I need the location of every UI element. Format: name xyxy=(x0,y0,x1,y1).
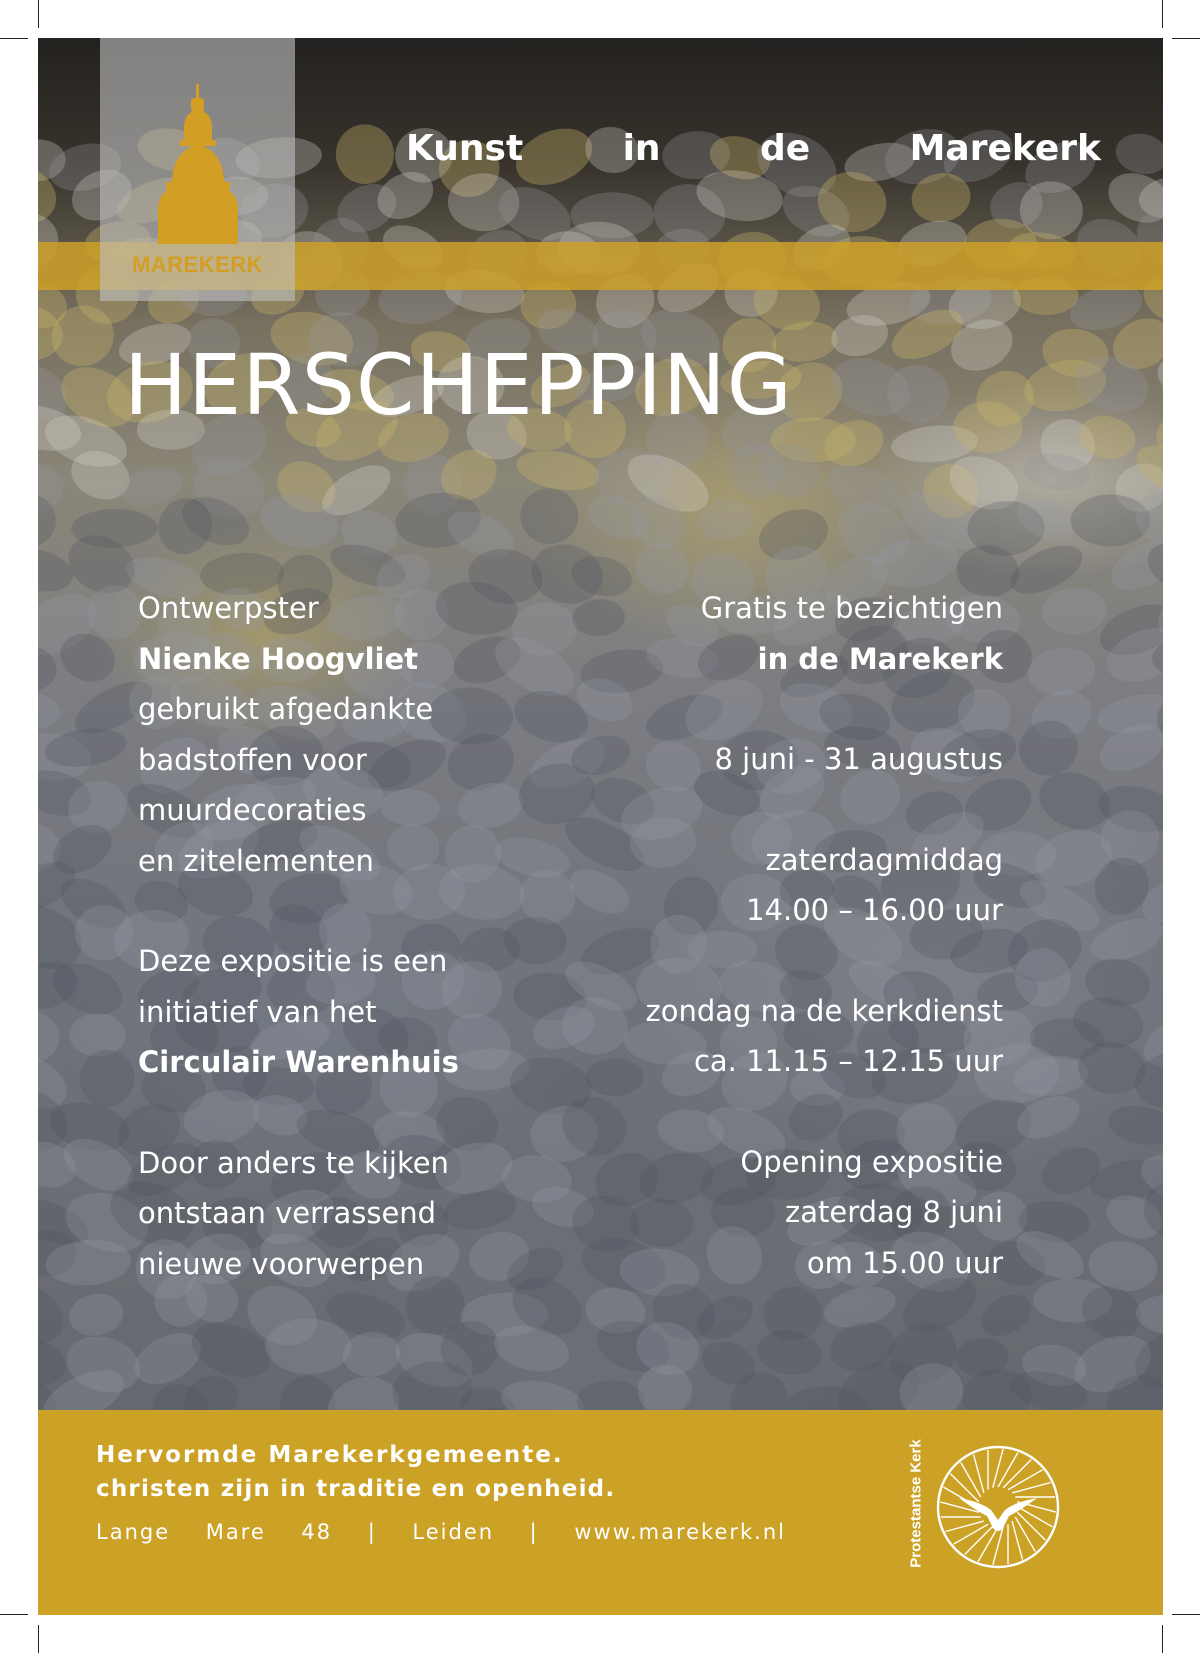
exhibition-title: HERSCHEPPING xyxy=(124,336,793,434)
text-line: Deze expositie is een xyxy=(138,944,448,978)
address-part: 48 xyxy=(301,1520,333,1544)
crop-mark xyxy=(1162,1625,1163,1653)
address-line xyxy=(96,1520,786,1544)
designer-name: Nienke Hoogvliet xyxy=(138,641,418,676)
organizer-name: Circulair Warenhuis xyxy=(138,1045,459,1079)
crop-mark xyxy=(0,38,28,39)
crop-mark xyxy=(1162,0,1163,28)
logo-wordmark: MAREKERK xyxy=(131,252,264,277)
text-line: muurdecoraties xyxy=(138,793,367,827)
address-part: Leiden xyxy=(412,1520,495,1544)
footer xyxy=(38,1410,1163,1615)
crop-mark xyxy=(38,1625,39,1653)
schedule-column xyxy=(543,583,1003,1288)
text-line: Door anders te kijken xyxy=(138,1145,449,1180)
crop-mark xyxy=(0,1614,28,1615)
address-separator: | xyxy=(367,1520,377,1544)
congregation-motto: christen zijn in traditie en openheid. xyxy=(96,1476,616,1502)
series-title-word: Kunst xyxy=(406,128,524,169)
text-line: gebruikt afgedankte xyxy=(138,692,434,726)
text-line: initiatief van het xyxy=(138,994,377,1029)
description-column xyxy=(138,583,578,1289)
text-line: zondag na de kerkdienst xyxy=(645,993,1003,1028)
text-line: zaterdagmiddag xyxy=(765,842,1003,877)
text-line: Gratis te bezichtigen xyxy=(700,591,1003,625)
crop-mark xyxy=(38,0,39,28)
pkn-label: Protestantse Kerk xyxy=(907,1438,925,1568)
text-line: ontstaan verrassend xyxy=(138,1196,437,1230)
crop-mark xyxy=(1172,38,1200,39)
text-line: en zitelementen xyxy=(138,843,374,878)
website-link[interactable]: www.marekerk.nl xyxy=(574,1520,786,1544)
series-title xyxy=(406,128,1101,169)
opening-hours: ca. 11.15 – 12.15 uur xyxy=(693,1044,1003,1078)
series-title-word: de xyxy=(759,128,811,169)
address-part: Lange xyxy=(96,1520,171,1544)
series-title-word: Marekerk xyxy=(909,128,1101,169)
protestant-church-dove-emblem-icon xyxy=(931,1440,1065,1574)
opening-hours: 14.00 – 16.00 uur xyxy=(746,893,1003,927)
text-line: Opening expositie xyxy=(740,1144,1003,1179)
congregation-name: Hervormde Marekerkgemeente. xyxy=(96,1442,564,1468)
address-part: Mare xyxy=(205,1520,266,1544)
venue-name: in de Marekerk xyxy=(757,641,1003,676)
marekerk-logo xyxy=(100,38,295,301)
text-line: Ontwerpster xyxy=(138,591,319,625)
text-line: badstoffen voor xyxy=(138,742,367,777)
text-line: nieuwe voorwerpen xyxy=(138,1246,425,1281)
address-separator: | xyxy=(529,1520,539,1544)
church-tower-icon xyxy=(144,84,252,244)
poster xyxy=(38,38,1163,1615)
series-title-word: in xyxy=(622,128,661,169)
text-line: zaterdag 8 juni xyxy=(785,1195,1003,1229)
crop-mark xyxy=(1172,1614,1200,1615)
date-range: 8 juni - 31 augustus xyxy=(714,742,1003,776)
text-line: om 15.00 uur xyxy=(806,1245,1003,1280)
